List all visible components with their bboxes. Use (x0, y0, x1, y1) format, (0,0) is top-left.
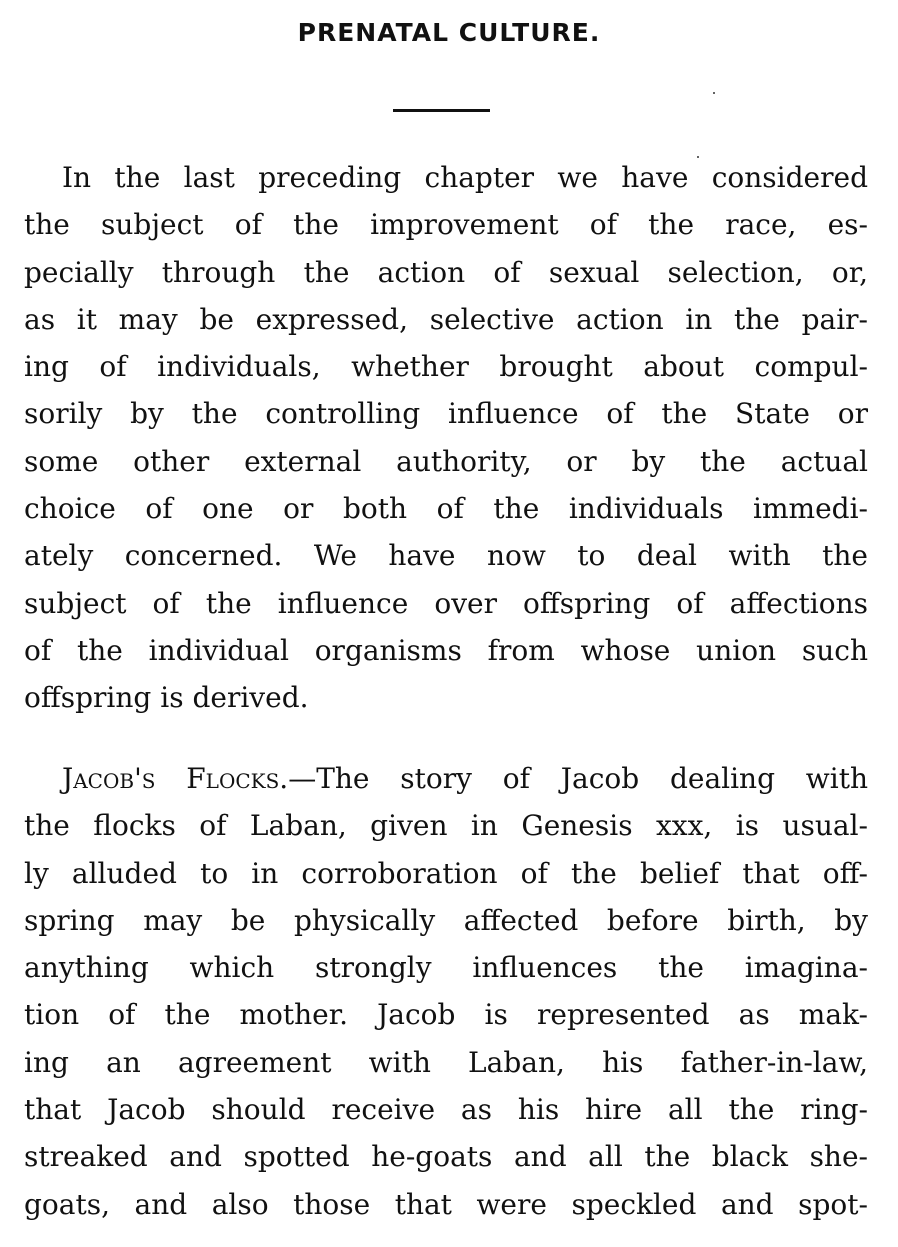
text-line: of the individual organisms from whose union such (24, 633, 868, 667)
chapter-title: PRENATAL CULTURE. (297, 18, 601, 47)
title-rule (393, 109, 490, 112)
text-line: the flocks of Laban, given in Genesis xxx, is usual- (24, 809, 868, 843)
text-line: tion of the mother. Jacob is represented as mak- (24, 998, 868, 1032)
text-line: choice of one or both of the individuals immedi- (24, 492, 868, 526)
text-line: as it may be expressed, selective action in the pair- (24, 302, 868, 336)
text-line: anything which strongly influences the imagina- (24, 951, 868, 985)
text-line-body: —The story of Jacob dealing with (288, 762, 868, 795)
text-line: ing of individuals, whether brought about compul- (24, 350, 868, 384)
paragraph-jacobs-flocks (24, 755, 868, 1228)
text-line: spring may be physically affected before birth, by (24, 903, 868, 937)
text-line: the subject of the improvement of the race, es- (24, 208, 868, 242)
text-line: that Jacob should receive as his hire all the ring- (24, 1093, 868, 1127)
text-line: ing an agreement with Laban, his father-in-law, (24, 1045, 868, 1079)
text-line: some other external authority, or by the actual (24, 444, 868, 478)
text-line (24, 755, 868, 802)
text-line: ately concerned. We have now to deal with the (24, 539, 868, 573)
text-line: ly alluded to in corroboration of the belief that off- (24, 856, 868, 890)
text-line: subject of the influence over offspring of affections (24, 586, 868, 620)
text-line: In the last preceding chapter we have considered (62, 161, 868, 194)
text-line: offspring is derived. (24, 681, 309, 715)
paragraph-intro (24, 154, 868, 722)
print-speck (713, 92, 715, 94)
section-heading: Jacob's Flocks. (62, 762, 289, 795)
text-line: goats, and also those that were speckled and spot- (24, 1187, 868, 1221)
text-line: streaked and spotted he-goats and all the black she- (24, 1140, 868, 1174)
text-line: pecially through the action of sexual selection, or, (24, 255, 868, 289)
text-line: sorily by the controlling influence of the State or (24, 397, 868, 431)
